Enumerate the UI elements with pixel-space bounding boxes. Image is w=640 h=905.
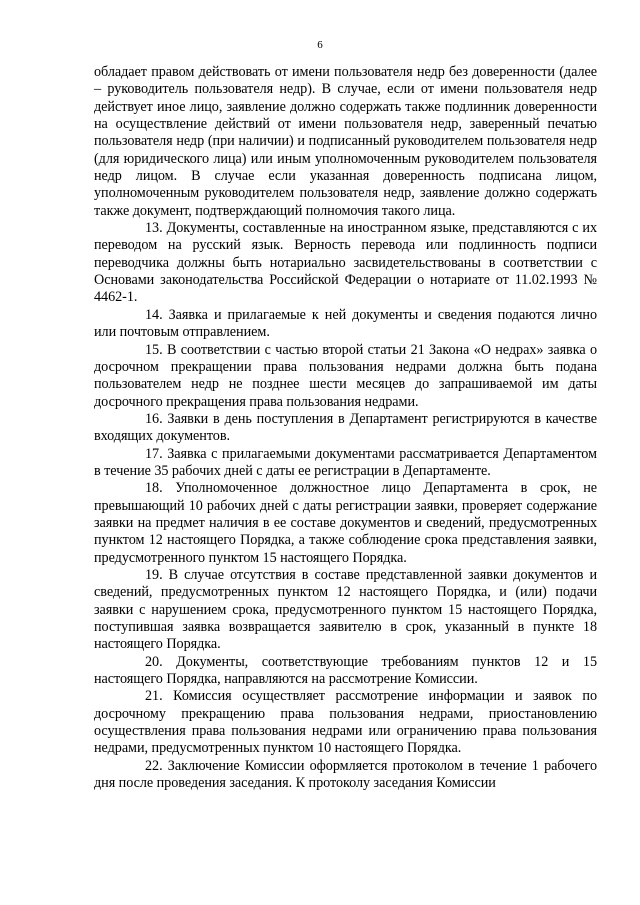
paragraph-15: 15. В соответствии с частью второй статьи 21 Закона «О недрах» заявка о досрочном прекращении права пользования недрами должна быть подана пользователем недр не позднее шести месяцев до запрашиваемой им даты досрочного прекращения права пользования недрами. <box>94 341 597 410</box>
paragraph-14: 14. Заявка и прилагаемые к ней документы и сведения подаются лично или почтовым отправлением. <box>94 306 597 341</box>
paragraph-18: 18. Уполномоченное должностное лицо Департамента в срок, не превышающий 10 рабочих дней с даты регистрации заявки, проверяет содержание заявки на предмет наличия в ее составе документов и сведений, предусмотренных пунктом 12 настоящего Порядка, а также соблюдение срока представления заявки, предусмотренного пунктом 15 настоящего Порядка. <box>94 480 597 566</box>
paragraph-17: 17. Заявка с прилагаемыми документами рассматривается Департаментом в течение 35 рабочих дней с даты ее регистрации в Департаменте. <box>94 445 597 479</box>
paragraph-16: 16. Заявки в день поступления в Департамент регистрируются в качестве входящих документов. <box>94 410 597 445</box>
paragraph-continuation: обладает правом действовать от имени пользователя недр без доверенности (далее – руководитель пользователя недр). В случае, если от имени пользователя недр действует иное лицо, заявление должно содержать также подлинник доверенности на осуществление действий от имени пользователя недр, заверенный печатью пользователя недр (при наличии) и подписанный руководителем пользователя недр (для юридического лица) или иным уполномоченным руководителем пользователя недр лицом. В случае если указанная доверенность подписана лицом, уполномоченным руководителем пользователя недр, заявление должно содержать также документ, подтверждающий полномочия такого лица. <box>94 64 597 219</box>
paragraph-21: 21. Комиссия осуществляет рассмотрение информации и заявок по досрочному прекращению права пользования недрами, приостановлению осуществления права пользования недрами или ограничению права пользования недрами, предусмотренных пунктом 10 настоящего Порядка. <box>94 688 597 757</box>
paragraph-19: 19. В случае отсутствия в составе представленной заявки документов и сведений, предусмотренных пунктом 12 настоящего Порядка, и (или) подачи заявки с нарушением срока, предусмотренного пунктом 15 настоящего Порядка, поступившая заявка возвращается заявителю в срок, указанный в пункте 18 настоящего Порядка. <box>94 566 597 653</box>
paragraph-20: 20. Документы, соответствующие требованиям пунктов 12 и 15 настоящего Порядка, направляются на рассмотрение Комиссии. <box>94 653 597 688</box>
paragraph-22: 22. Заключение Комиссии оформляется протоколом в течение 1 рабочего дня после проведения заседания. К протоколу заседания Комиссии <box>94 757 597 792</box>
document-body <box>94 64 597 792</box>
paragraph-13: 13. Документы, составленные на иностранном языке, представляются с их переводом на русский язык. Верность перевода или подлинность подписи переводчика должны быть нотариально засвидетельствованы в соответствии с Основами законодательства Российской Федерации о нотариате от 11.02.1993 № 4462-1. <box>94 220 597 306</box>
page-number: 6 <box>317 39 323 51</box>
